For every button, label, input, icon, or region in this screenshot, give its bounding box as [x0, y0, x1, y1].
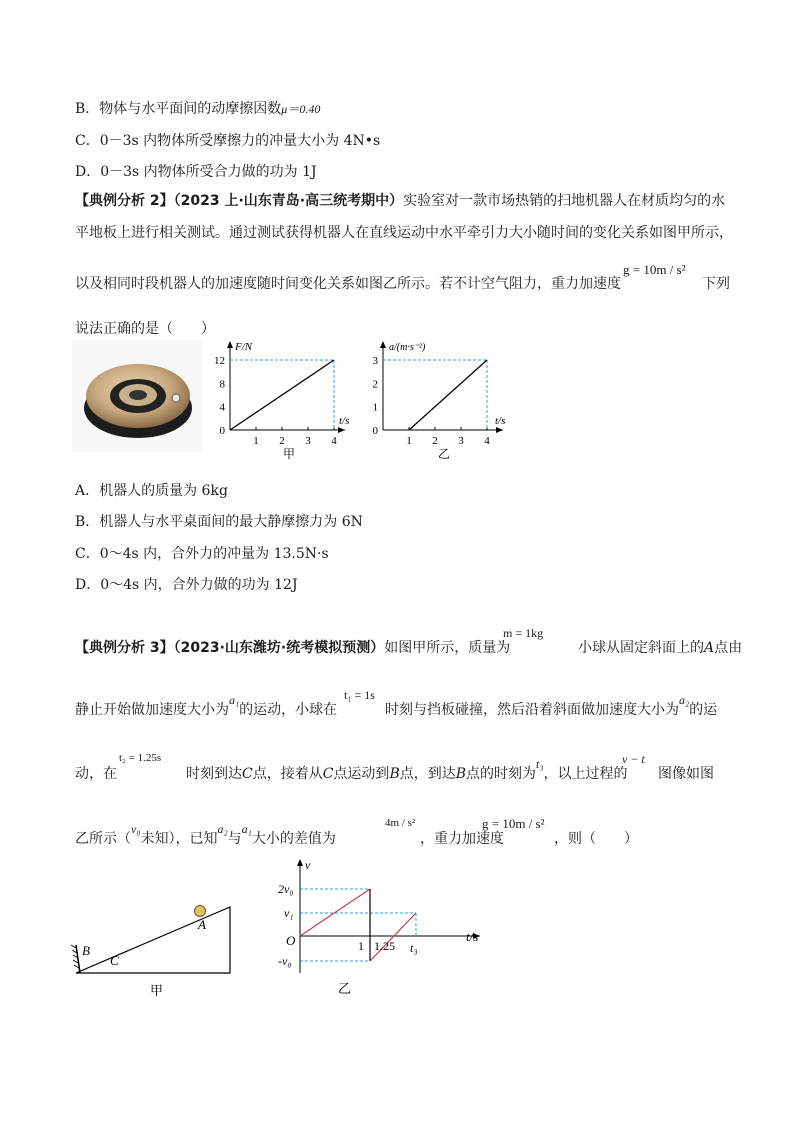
q3-l1-b: 小球从固定斜面上的 — [578, 640, 704, 656]
q3-l2-a: 静止开始做加速度大小为 — [75, 702, 229, 718]
robot-vacuum-image — [72, 340, 202, 452]
q3-l3-point-b-1: B — [389, 766, 400, 782]
chart-yi-series-line — [409, 360, 487, 430]
chart-vt-y-v1: v₁ — [284, 906, 294, 920]
q3-line-3-tail: 图像如图 — [658, 766, 714, 782]
q3-line-2-tail — [385, 693, 718, 719]
chart-yi-caption: 乙 — [438, 447, 451, 461]
q3-line-3-mid — [186, 757, 628, 783]
incline-triangle — [76, 907, 230, 973]
chart-yi-ylabel: a/(m·s⁻²) — [389, 342, 426, 353]
chart-jia-series-line — [230, 360, 334, 430]
q3-l4-a2: a₂ — [217, 822, 228, 836]
jia-xtick-label: 4 — [331, 435, 337, 447]
q3-l3-point-c-2: C — [322, 766, 334, 782]
q2-label: 【典例分析 2】 — [75, 193, 174, 209]
q3-line-1 — [75, 637, 510, 657]
q3-l3-e: 点，到达 — [399, 766, 456, 782]
q2-line-3-head: 以及相同时段机器人的加速度随时间变化关系如图乙所示。若不计空气阻力，重力加速度 — [75, 276, 621, 292]
yi-ytick-label: 2 — [372, 378, 378, 391]
q1-option-b-text: B．物体与水平面间的动摩擦因数 — [75, 101, 282, 117]
point-a-label: A — [198, 917, 206, 932]
chart-jia — [205, 338, 365, 473]
chart-vt-x-1: 1 — [358, 939, 364, 953]
q2-g-expr: g = 10m / s² — [623, 262, 686, 277]
yi-ytick-label: 1 — [372, 401, 378, 414]
q2-option-c: C．0～4s 内，合外力的冲量为 13.5N·s — [75, 546, 329, 562]
jia-ytick-label: 0 — [219, 425, 225, 437]
yi-xtick-label: 2 — [432, 435, 438, 447]
chart-jia-xlabel: t/s — [339, 415, 350, 427]
q3-l3-d: 点运动到 — [333, 766, 390, 782]
q3-line-4-tail: ，则（ ） — [554, 831, 638, 847]
q3-a2: a₂ — [679, 693, 690, 707]
yi-ytick-label: 3 — [372, 355, 378, 367]
jia-xtick-label: 1 — [253, 435, 259, 447]
q3-g-expr: g = 10m / s² — [482, 816, 545, 831]
incline-figure — [70, 895, 245, 1000]
jia-ytick-label: 12 — [214, 355, 225, 367]
q3-l1-point-a: A — [704, 640, 715, 656]
q1-option-b — [75, 98, 320, 118]
q3-l4-b: 未知），已知 — [140, 831, 218, 847]
ball-icon — [195, 906, 206, 917]
q3-l1-c: 点由 — [714, 640, 743, 656]
yi-ytick-label: 0 — [372, 425, 378, 437]
q2-option-b: B．机器人与水平桌面间的最大静摩擦力为 6N — [75, 514, 363, 530]
q3-l3-g: ，以上过程的 — [543, 766, 628, 782]
chart-yi — [363, 338, 533, 473]
q2-option-a: A．机器人的质量为 6kg — [75, 483, 228, 499]
chart-vt-caption: 乙 — [338, 981, 352, 996]
q2-line-1 — [75, 190, 725, 210]
q3-l4-a: 乙所示（ — [75, 831, 131, 847]
q3-l3-f: 点的时刻为 — [466, 766, 537, 782]
q3-line-4-mid: ，重力加速度 — [420, 831, 504, 847]
q3-l1-a: 如图甲所示，质量为 — [384, 640, 511, 656]
chart-vt-x-125: 1.25 — [374, 939, 395, 953]
q3-vt-expr: v − t — [622, 752, 645, 766]
q3-diff-expr: 4m / s² — [385, 817, 416, 829]
chart-jia-x-arrow — [338, 427, 345, 433]
q2-line-4: 说法正确的是（ ） — [75, 321, 215, 337]
q3-l4-c: 与 — [227, 831, 242, 847]
q2-source: （2023 上·山东青岛·高三统考期中） — [173, 193, 404, 209]
q3-line-3-head: 动，在 — [75, 766, 117, 782]
chart-vt-y-2v0: 2v₀ — [278, 882, 294, 896]
q1-option-b-mu: μ＝0.40 — [281, 102, 321, 116]
q3-v0: v₀ — [131, 822, 141, 836]
chart-vt-xlabel: t/s — [466, 929, 479, 944]
jia-ytick-label: 4 — [219, 401, 225, 414]
barrier-board — [76, 945, 80, 973]
q3-l4-d: 大小的差值为 — [251, 831, 336, 847]
q3-t3: t₃ — [536, 757, 544, 771]
chart-vt — [280, 855, 490, 1005]
q2-line-2: 平地板上进行相关测试。通过测试获得机器人在直线运动中水平牵引力大小随时间的变化关系如图甲所示， — [75, 225, 733, 241]
q1-option-d: D．0－3s 内物体所受合力做的功为 1J — [75, 164, 317, 180]
q2-line-1-tail: 实验室对一款市场热销的扫地机器人在材质均匀的水 — [403, 193, 726, 209]
chart-jia-caption: 甲 — [283, 447, 296, 461]
jia-xtick-label: 3 — [305, 435, 311, 447]
q3-label: 【典例分析 3】 — [75, 640, 174, 656]
chart-jia-y-arrow — [227, 341, 233, 348]
q3-l3-b: 时刻到达 — [186, 766, 242, 782]
q3-l4-a1: a₁ — [241, 822, 252, 836]
chart-vt-origin: O — [286, 933, 296, 948]
point-b-label: B — [82, 943, 90, 958]
chart-yi-y-arrow — [380, 341, 386, 348]
yi-xtick-label: 1 — [406, 435, 412, 447]
incline-caption: 甲 — [150, 983, 164, 998]
q3-m-expr: m = 1kg — [503, 626, 544, 640]
q1-option-c: C．0－3s 内物体所受摩擦力的冲量大小为 4N•s — [75, 133, 381, 149]
q3-l3-point-b-2: B — [455, 766, 467, 782]
q3-l3-point-c-1: C — [242, 766, 253, 782]
q3-a1: a₁ — [229, 693, 240, 707]
q3-l2-c: 时刻与挡板碰撞，然后沿着斜面做加速度大小为 — [385, 702, 679, 718]
chart-vt-x-t3: t₃ — [410, 941, 418, 955]
yi-xtick-label: 3 — [458, 435, 464, 447]
chart-jia-ylabel: F/N — [235, 341, 253, 353]
chart-yi-xlabel: t/s — [495, 415, 506, 427]
chart-vt-y-arrow — [297, 859, 303, 866]
q2-line-3 — [75, 273, 621, 293]
q3-line-2 — [75, 693, 338, 719]
q3-line-1-tail — [578, 637, 742, 657]
chart-vt-ylabel: v — [305, 858, 311, 872]
q3-l3-c: 点，接着从 — [252, 766, 323, 782]
q3-l2-b: 的运动，小球在 — [239, 702, 338, 718]
chart-vt-y-neg-v0: -v₀ — [278, 954, 292, 968]
yi-xtick-label: 4 — [484, 435, 490, 447]
jia-ytick-label: 8 — [219, 378, 225, 391]
q3-t1-expr: t₁ = 1s — [344, 688, 375, 702]
chart-jia-yticks — [214, 355, 226, 437]
jia-xtick-label: 2 — [279, 435, 285, 447]
q2-line-3-tail: 下列 — [702, 276, 730, 292]
q3-l2-d: 的运 — [689, 702, 718, 718]
q3-line-4 — [75, 822, 336, 848]
point-c-label: C — [110, 953, 119, 968]
chart-yi-x-arrow — [496, 427, 503, 433]
q3-source: （2023·山东潍坊·统考模拟预测） — [173, 640, 385, 656]
chart-yi-yticks — [373, 355, 379, 437]
q2-option-d: D．0～4s 内，合外力做的功为 12J — [75, 577, 298, 593]
q3-t2-expr: t₂ = 1.25s — [119, 752, 162, 764]
